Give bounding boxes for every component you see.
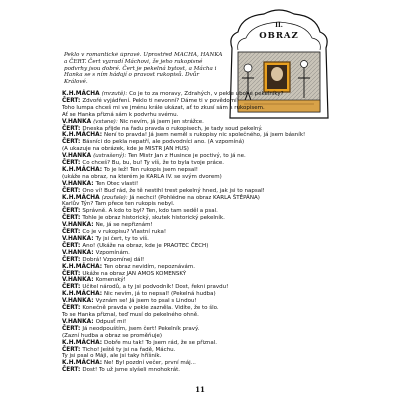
stage-direction: (vstane): — [93, 118, 120, 125]
speaker-name: K.H.MÁCHA — [62, 90, 102, 97]
dialogue-lines — [62, 91, 352, 374]
speaker-name: ČERT: — [62, 346, 83, 353]
dialogue-text: Já nechci! (Pohlédne na obraz KARLA ŠTĚPÁNA) — [129, 194, 260, 201]
dialogue-text: Nic nevím, já to nepsal! (Pekelná hudba) — [104, 291, 216, 298]
page-number: 11 — [195, 385, 205, 394]
dialogue-text: To je lež! Ten rukopis jsem nepsal! — [104, 166, 198, 173]
dialogue-line — [62, 257, 352, 264]
chapter-title: OBRAZ — [259, 31, 299, 41]
dialogue-text: To se Hanka přiznal, teď musí do pekelného ohně. — [62, 311, 199, 318]
dialogue-text: Toho lumpa chceš mi ve jménu krále ukázat, ať to zkusí sám s rukopisem. — [62, 104, 265, 111]
speaker-name: ČERT: — [62, 97, 83, 104]
dialogue-text: Co chceš? Bu, bu, bu! Ty víš, že to byla tvoje práce. — [82, 160, 225, 167]
script-text — [62, 52, 352, 386]
dialogue-text: Dobrá! Vzpomínej dál! — [82, 256, 145, 263]
chapter-number: II. — [275, 22, 283, 29]
speaker-name: V.HANKA: — [62, 236, 96, 243]
dialogue-text: Ne! Byl pozdní večer, první máj... — [104, 360, 196, 367]
speaker-name: ČERT: — [62, 270, 83, 277]
dialogue-line — [62, 264, 352, 271]
speaker-name: ČERT: — [62, 160, 83, 167]
dialogue-text: Já neodpouštím, jsem čert! Pekelník pravý. — [82, 325, 200, 332]
dialogue-text: Odpusť mi! — [95, 318, 127, 325]
dialogue-line — [62, 367, 352, 374]
dialogue-line — [62, 167, 352, 174]
dialogue-line — [62, 326, 352, 333]
dialogue-text: Ten obraz nevidím, nepoznávám. — [104, 263, 195, 270]
dialogue-text: Ne, já se nepřiznám! — [95, 222, 153, 229]
dialogue-text: Ten Mistr Jan z Husince je poctivý, to já ne. — [128, 153, 246, 160]
speaker-name: V.HANKA: — [62, 180, 96, 187]
speaker-name: V.HANKA: — [62, 277, 96, 284]
dialogue-line — [62, 97, 239, 105]
speaker-name: V.HANKA: — [62, 222, 96, 229]
dialogue-text: Ano! (Ukáže na obraz, kde je PRAOTEC ČECH) — [82, 242, 209, 249]
dialogue-text: Ty jsi čert, ty to víš. — [95, 236, 149, 243]
dialogue-line — [62, 243, 352, 250]
dialogue-text: (ukáže na obraz, na kterém je KARLA IV. se svým dvorem) — [62, 173, 222, 180]
dialogue-line — [62, 319, 352, 326]
dialogue-line — [62, 174, 352, 181]
speaker-name: V.HANKA — [62, 153, 94, 160]
speaker-name: ČERT: — [62, 215, 83, 222]
speaker-name: ČERT: — [62, 367, 83, 374]
dialogue-text: Dost! To už jsme slyšeli mnohokrát. — [82, 367, 181, 374]
speaker-name: ČERT: — [62, 139, 83, 146]
speaker-name: V.HANKA: — [62, 298, 96, 305]
dialogue-text: Učitel národů, a ty jsi podvodník! Dost, řekni pravdu! — [82, 284, 229, 291]
dialogue-text: Karlův Týn? Tam přece ten rukopis nebyl. — [62, 201, 175, 208]
dialogue-line — [62, 229, 352, 236]
dialogue-line — [62, 160, 352, 167]
dialogue-text: Co je to za moravy, Zdrahých, v pekle ubohé pekelníky? — [129, 90, 284, 97]
dialogue-text: Dobře mu tak! To jsem rád, že se přiznal. — [104, 339, 218, 346]
dialogue-text: Konečně pravda v pekle zazněla. Vidíte, že to šlo. — [82, 305, 219, 312]
dialogue-text: Ono ví! Buď rád, že tě nestihl trest pekelný hned, jak jsi to napsal! — [82, 187, 265, 194]
dialogue-text: Tohle je obraz historický, skutek historický pekelník. — [82, 215, 225, 222]
dialogue-line — [62, 340, 352, 347]
speaker-name: K.H.MÁCHA: — [62, 291, 105, 298]
stage-direction: (zoufale): — [101, 194, 130, 201]
speaker-name: ČERT: — [62, 305, 83, 312]
speaker-name: K.H.MÁCHA: — [62, 166, 105, 173]
speaker-name: ČERT: — [62, 242, 83, 249]
dialogue-line — [62, 153, 246, 160]
dialogue-text: Komenský! — [95, 277, 126, 284]
dialogue-text: Ticho! Ještě ty jsi na řadě, Máchu. — [82, 346, 176, 353]
speaker-name: K.H.MÁCHA: — [62, 132, 105, 139]
dialogue-text: (A ukazuje na obrázek, kde je MISTR JAN HUS) — [62, 146, 189, 153]
dialogue-line — [62, 236, 352, 243]
speaker-name: V.HANKA: — [62, 249, 96, 256]
dialogue-line — [62, 119, 222, 126]
speaker-name: ČERT: — [62, 256, 83, 263]
dialogue-line — [62, 188, 352, 195]
dialogue-line — [62, 90, 284, 98]
dialogue-line — [62, 312, 352, 319]
speaker-name: ČERT: — [62, 229, 83, 236]
speaker-name: V.HANKA: — [62, 318, 96, 325]
dialogue-line — [62, 333, 352, 340]
speaker-name: K.H.MÁCHA: — [62, 339, 105, 346]
stage-direction-intro: Peklo v romantické úpravě. Uprostřed MÁCHA, HANKA a ČERT. Čert vyzradí Máchovi, že jeho rukopisné podvrhy jsou dobré. Čert je pekelná bytost, a Mácha i Hanka se s ním hádají o pravost rukopisů. Dvůr Králové. — [64, 52, 223, 86]
dialogue-line — [62, 112, 222, 119]
dialogue-text: Dneska přijde na řadu pravda o rukopisech, je tady soud pekelný. — [82, 125, 263, 132]
speaker-name: ČERT: — [62, 208, 83, 215]
dialogue-line — [62, 104, 265, 112]
speaker-name: K.H.MÁCHA: — [62, 263, 105, 270]
speaker-name: ČERT: — [62, 284, 83, 291]
dialogue-text: Ty jsi psal o Máji, ale jsi taky hříšník. — [62, 353, 162, 360]
dialogue-line — [62, 250, 352, 257]
dialogue-text: Ten Otec vlasti! — [95, 180, 139, 187]
dialogue-text: Není to pravda! Já jsem neměl s rukopisy nic společného, já jsem básník! — [104, 132, 306, 139]
stage-direction: (mrzutě): — [101, 90, 130, 97]
speaker-name: K.H.MÁCHA — [62, 194, 102, 201]
dialogue-text: Vyznám se! Já jsem to psal s Lindou! — [95, 298, 197, 305]
dialogue-line — [62, 181, 352, 188]
speaker-name: ČERT: — [62, 125, 83, 132]
dialogue-text: Ať se Hanka přizná sám k podvrhu svému. — [62, 111, 179, 118]
speaker-name: ČERT: — [62, 325, 83, 332]
dialogue-text: Co je v rukopisu? Vlastní ruka! — [82, 229, 167, 236]
dialogue-text: Správně. A kdo to byl? Ten, kdo tam seděl a psal. — [82, 208, 218, 215]
dialogue-text: Ukáže na obraz JAN AMOS KOMENSKÝ — [82, 270, 187, 277]
dialogue-text: Zdvořé vyjádření. Peklo ti nevonní? Dáme ti v povědomí! — [82, 97, 239, 104]
dialogue-text: Nic nevím, já jsem jen strážce. — [119, 118, 204, 125]
dialogue-text: Básníci do pekla nepatří, ale podvodníci ano. (A vzpomíná) — [82, 139, 245, 146]
speaker-name: K.H.MÁCHA: — [62, 360, 105, 367]
dialogue-text: Vzpomínám. — [95, 249, 130, 256]
speaker-name: V.HANKA — [62, 118, 94, 125]
dialogue-text: (Zazní hudba a obraz se proměňuje) — [62, 332, 163, 339]
dialogue-line — [62, 305, 352, 312]
speaker-name: ČERT: — [62, 187, 83, 194]
stage-direction: (ustrašený): — [93, 153, 129, 160]
